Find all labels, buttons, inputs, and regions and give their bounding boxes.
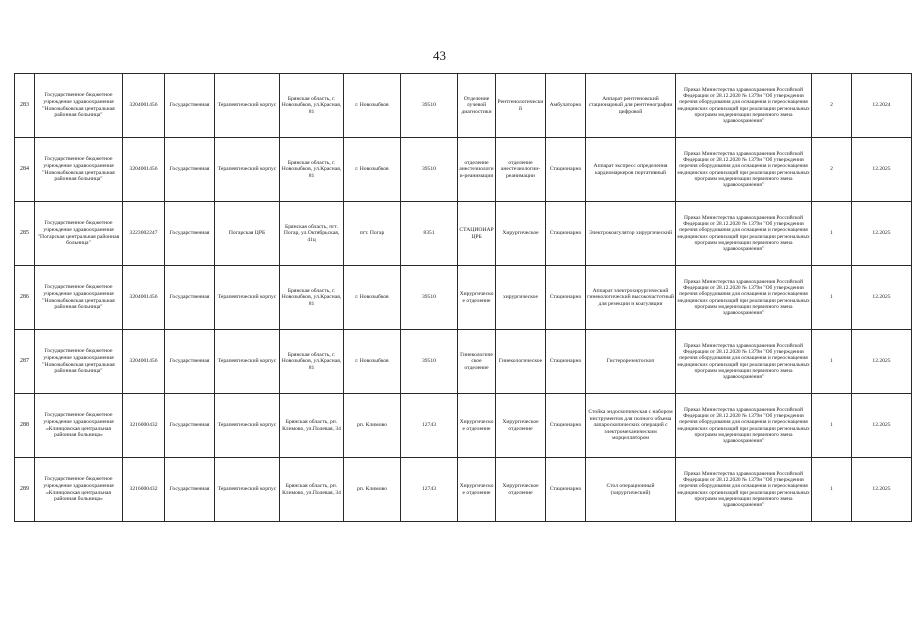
quantity-cell: 1 — [812, 202, 852, 266]
locality-cell: г. Новозыбков — [344, 266, 401, 330]
address-cell: Брянская область, г. Новозыбков, ул.Красная, 81 — [280, 330, 344, 394]
quantity-cell: 1 — [812, 394, 852, 458]
ownership-form-cell: Государственная — [165, 394, 215, 458]
department-cell: Хирургическое отделение — [458, 458, 496, 522]
department-profile-cell: хирургическое — [496, 266, 546, 330]
locality-code-cell: 39510 — [401, 330, 458, 394]
department-profile-cell: Хирургическое отделение — [496, 458, 546, 522]
page-number: 43 — [433, 48, 446, 63]
building-name-cell: Погарская ЦРБ — [215, 202, 280, 266]
department-profile-cell: Хирургическое — [496, 202, 546, 266]
equipment-name-cell: Стойка эндоскопическая с набором инструментов для полного объема лапароскопических операций с электромеханическим морцеллятором — [586, 394, 676, 458]
regulatory-order-cell: Приказ Министерства здравоохранения Российской Федерации от 28.12.2020 № 1379н "Об утверждении перечня оборудования для оснащения и переоснащения медицинских организаций при реализации региональных программ модернизации первичного звена здравоохранения" — [676, 138, 812, 202]
locality-code-cell: 39510 — [401, 138, 458, 202]
department-profile-cell: Рентгенологический — [496, 74, 546, 138]
equipment-name-cell: Стол операционный (хирургический) — [586, 458, 676, 522]
delivery-date-cell: 12.2024 — [852, 74, 912, 138]
locality-code-cell: 12743 — [401, 394, 458, 458]
inn-cell: 3204001456 — [123, 74, 165, 138]
delivery-date-cell: 12.2025 — [852, 394, 912, 458]
inn-cell: 3204001456 — [123, 266, 165, 330]
institution-name-cell: Государственное бюджетное учреждение здравоохранения "Новозыбковская центральная районная больница" — [35, 74, 123, 138]
table-row — [15, 202, 912, 266]
address-cell: Брянская область, г. Новозыбков, ул.Красная, 81 — [280, 138, 344, 202]
regulatory-order-cell: Приказ Министерства здравоохранения Российской Федерации от 28.12.2020 № 1379н "Об утверждении перечня оборудования для оснащения и переоснащения медицинских организаций при реализации региональных программ модернизации первичного звена здравоохранения" — [676, 266, 812, 330]
building-name-cell: Терапевтический корпус — [215, 394, 280, 458]
row-number-cell: 286 — [15, 266, 35, 330]
address-cell: Брянская область, пгт. Погар, ул.Октябрьская, 41ц — [280, 202, 344, 266]
equipment-name-cell: Аппарат электрохирургический гинекологический высокочастотный для резекции и коагуляции — [586, 266, 676, 330]
inn-cell: 3204001456 — [123, 138, 165, 202]
table-row — [15, 138, 912, 202]
address-cell: Брянская область, г. Новозыбков, ул.Красная, 81 — [280, 74, 344, 138]
building-name-cell: Терапевтический корпус — [215, 458, 280, 522]
ownership-form-cell: Государственная — [165, 138, 215, 202]
care-form-cell: Амбулаторно — [546, 74, 586, 138]
care-form-cell: Стационарно — [546, 394, 586, 458]
locality-code-cell: 8351 — [401, 202, 458, 266]
building-name-cell: Терапевтический корпус — [215, 330, 280, 394]
address-cell: Брянская область, рп. Климово, ул.Полевая, 34 — [280, 458, 344, 522]
ownership-form-cell: Государственная — [165, 74, 215, 138]
equipment-name-cell: Электрокоагулятор хирургический — [586, 202, 676, 266]
building-name-cell: Терапевтический корпус — [215, 266, 280, 330]
equipment-name-cell: Аппарат рентгеновский стационарный для рентгенографии цифровой — [586, 74, 676, 138]
care-form-cell: Стационарно — [546, 266, 586, 330]
locality-code-cell: 39510 — [401, 74, 458, 138]
address-cell: Брянская область, г. Новозыбков, ул.Красная, 81 — [280, 266, 344, 330]
care-form-cell: Стационарно — [546, 330, 586, 394]
quantity-cell: 2 — [812, 74, 852, 138]
quantity-cell: 2 — [812, 138, 852, 202]
locality-cell: г. Новозыбков — [344, 138, 401, 202]
locality-code-cell: 39510 — [401, 266, 458, 330]
table-row — [15, 266, 912, 330]
row-number-cell: 288 — [15, 394, 35, 458]
inn-cell: 3216000432 — [123, 394, 165, 458]
row-number-cell: 285 — [15, 202, 35, 266]
building-name-cell: Терапевтический корпус — [215, 138, 280, 202]
building-name-cell: Терапевтический корпус — [215, 74, 280, 138]
locality-cell: г. Новозыбков — [344, 330, 401, 394]
regulatory-order-cell: Приказ Министерства здравоохранения Российской Федерации от 28.12.2020 № 1379н "Об утверждении перечня оборудования для оснащения и переоснащения медицинских организаций при реализации региональных программ модернизации первичного звена здравоохранения" — [676, 458, 812, 522]
institution-name-cell: Государственное бюджетное учреждение здравоохранения "Новозыбковская центральная районная больница" — [35, 266, 123, 330]
delivery-date-cell: 12.2025 — [852, 266, 912, 330]
quantity-cell: 1 — [812, 266, 852, 330]
locality-cell: рп. Климово — [344, 394, 401, 458]
delivery-date-cell: 12.2025 — [852, 458, 912, 522]
care-form-cell: Стационарно — [546, 202, 586, 266]
ownership-form-cell: Государственная — [165, 266, 215, 330]
department-cell: отделение анестезиологии-реанимации — [458, 138, 496, 202]
delivery-date-cell: 12.2025 — [852, 202, 912, 266]
institution-name-cell: Государственное бюджетное учреждение здравоохранения "Новозыбковская центральная районная больница" — [35, 138, 123, 202]
inn-cell: 3223002247 — [123, 202, 165, 266]
department-profile-cell: Гинекологическое — [496, 330, 546, 394]
address-cell: Брянская область, рп. Климово, ул.Полевая, 34 — [280, 394, 344, 458]
locality-code-cell: 12743 — [401, 458, 458, 522]
table-row — [15, 330, 912, 394]
institution-name-cell: Государственное бюджетное учреждение здравоохранения «Клинцовская центральная районная больница» — [35, 394, 123, 458]
table-row — [15, 458, 912, 522]
table-row — [15, 74, 912, 138]
delivery-date-cell: 12.2025 — [852, 138, 912, 202]
inn-cell: 3216000432 — [123, 458, 165, 522]
row-number-cell: 283 — [15, 74, 35, 138]
locality-cell: рп. Климово — [344, 458, 401, 522]
ownership-form-cell: Государственная — [165, 458, 215, 522]
quantity-cell: 1 — [812, 330, 852, 394]
equipment-name-cell: Аппарат экспресс определения кардиомаркеров портативный — [586, 138, 676, 202]
ownership-form-cell: Государственная — [165, 330, 215, 394]
delivery-date-cell: 12.2025 — [852, 330, 912, 394]
department-cell: Хирургическое отделение — [458, 266, 496, 330]
locality-cell: пгт. Погар — [344, 202, 401, 266]
quantity-cell: 1 — [812, 458, 852, 522]
row-number-cell: 284 — [15, 138, 35, 202]
department-profile-cell: Хирургическое отделение — [496, 394, 546, 458]
department-cell: СТАЦИОНАР ЦРБ — [458, 202, 496, 266]
regulatory-order-cell: Приказ Министерства здравоохранения Российской Федерации от 28.12.2020 № 1379н "Об утверждении перечня оборудования для оснащения и переоснащения медицинских организаций при реализации региональных программ модернизации первичного звена здравоохранения" — [676, 394, 812, 458]
table-row — [15, 394, 912, 458]
department-cell: Хирургическое отделение — [458, 394, 496, 458]
ownership-form-cell: Государственная — [165, 202, 215, 266]
care-form-cell: Стационарно — [546, 458, 586, 522]
inn-cell: 3204001456 — [123, 330, 165, 394]
locality-cell: г. Новозыбков — [344, 74, 401, 138]
row-number-cell: 289 — [15, 458, 35, 522]
row-number-cell: 287 — [15, 330, 35, 394]
institution-name-cell: Государственное бюджетное учреждение здравоохранения «Клинцовская центральная районная больница» — [35, 458, 123, 522]
department-profile-cell: отделение анестезиологии-реанимации — [496, 138, 546, 202]
equipment-name-cell: Гистерорезектоскоп — [586, 330, 676, 394]
regulatory-order-cell: Приказ Министерства здравоохранения Российской Федерации от 28.12.2020 № 1379н "Об утверждении перечня оборудования для оснащения и переоснащения медицинских организаций при реализации региональных программ модернизации первичного звена здравоохранения" — [676, 202, 812, 266]
institution-name-cell: Государственное бюджетное учреждение здравоохранения "Новозыбковская центральная районная больница" — [35, 330, 123, 394]
department-cell: Отделение лучевой диагностики — [458, 74, 496, 138]
regulatory-order-cell: Приказ Министерства здравоохранения Российской Федерации от 28.12.2020 № 1379н "Об утверждении перечня оборудования для оснащения и переоснащения медицинских организаций при реализации региональных программ модернизации первичного звена здравоохранения" — [676, 74, 812, 138]
equipment-registry-table — [14, 73, 912, 522]
care-form-cell: Стационарно — [546, 138, 586, 202]
institution-name-cell: Государственное бюджетное учреждение здравоохранения "Погарская центральная районная больница" — [35, 202, 123, 266]
department-cell: Гинекологическое отделение — [458, 330, 496, 394]
regulatory-order-cell: Приказ Министерства здравоохранения Российской Федерации от 28.12.2020 № 1379н "Об утверждении перечня оборудования для оснащения и переоснащения медицинских организаций при реализации региональных программ модернизации первичного звена здравоохранения" — [676, 330, 812, 394]
